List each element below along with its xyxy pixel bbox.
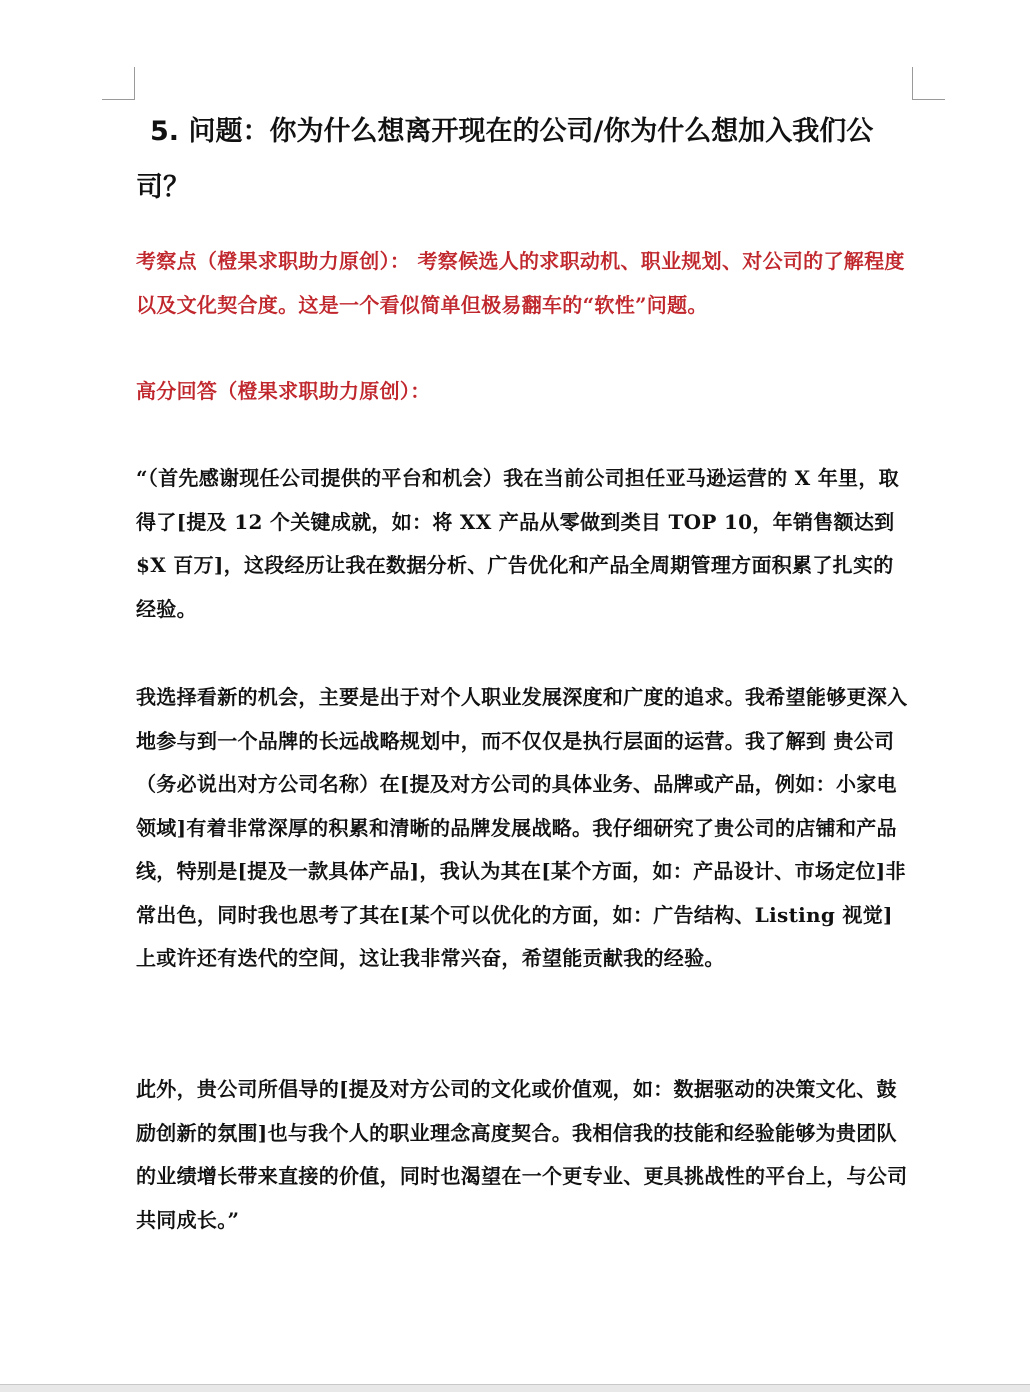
- answer-paragraph-2: 我选择看新的机会，主要是出于对个人职业发展深度和广度的追求。我希望能够更深入地参与到一个品牌的长远战略规划中，而不仅仅是执行层面的运营。我了解到 贵公司（务必说出对方公司名称）在[提及对方公司的具体业务、品牌或产品，例如：小家电领域]有着非常深厚的积累和清晰的品牌发展战略。我仔细研究了贵公司的店铺和产品线，特别是[提及一款具体产品]，我认为其在[某个方面，如：产品设计、市场定位]非常出色，同时我也思考了其在[某个可以优化的方面，如：广告结构、Listing 视觉]上或许还有迭代的空间，这让我非常兴奋，希望能贡献我的经验。: [136, 685, 908, 970]
- answer-label: 高分回答（橙果求职助力原创）：: [136, 379, 431, 403]
- top-left-margin-mark: [102, 67, 135, 100]
- answer-paragraph-1: “（首先感谢现任公司提供的平台和机会）我在当前公司担任亚马逊运营的 X 年里，取得了[提及 12 个关键成就，如：将 XX 产品从零做到类目 TOP 10，年销售额达到$X 百万]，这段经历让我在数据分析、广告优化和产品全周期管理方面积累了扎实的经验。: [136, 466, 899, 621]
- focus-paragraph: [136, 240, 912, 327]
- focus-label: 考察点（橙果求职助力原创）：: [136, 249, 411, 273]
- focus-text: 考察候选人的求职动机、职业规划、对公司的了解程度以及文化契合度。这是一个看似简单但极易翻车的“软性”问题。: [136, 249, 905, 317]
- question-heading: 5. 问题：你为什么想离开现在的公司/你为什么想加入我们公司？: [136, 116, 874, 203]
- answer-paragraph-3: 此外，贵公司所倡导的[提及对方公司的文化或价值观，如：数据驱动的决策文化、鼓励创新的氛围]也与我个人的职业理念高度契合。我相信我的技能和经验能够为贵团队的业绩增长带来直接的价值，同时也渴望在一个更专业、更具挑战性的平台上，与公司共同成长。”: [136, 1077, 908, 1232]
- top-right-margin-mark: [912, 67, 945, 100]
